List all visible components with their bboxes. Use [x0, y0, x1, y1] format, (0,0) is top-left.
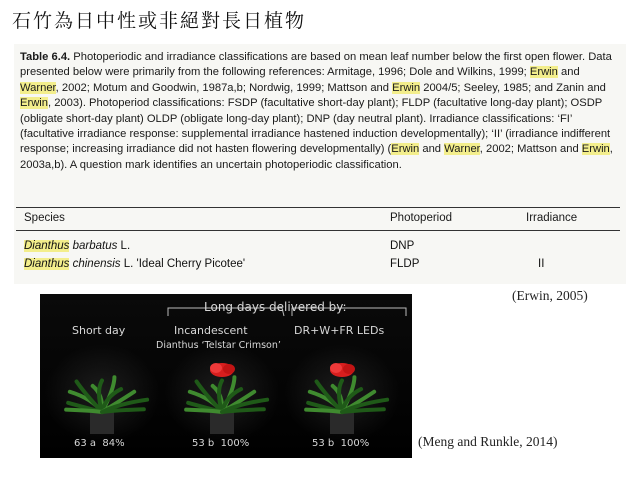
species-suffix: L. 'Ideal Cherry Picotee' [120, 258, 246, 270]
author-highlight: Erwin [529, 66, 558, 79]
photoperiod-cell: DNP [390, 240, 415, 252]
pot [210, 412, 234, 434]
author-highlight: Warner [20, 81, 56, 94]
species-epithet: barbatus [72, 240, 118, 252]
table-top-rule [16, 207, 620, 208]
value-short-day [74, 438, 125, 449]
caption-text: Photoperiodic and irradiance classifications are based on mean leaf number below the first open flower. Data presented below were primarily from the following references: Armitage, 1996; Dole and Wilkins, 1999; [20, 51, 612, 79]
citation-meng: (Meng and Runkle, 2014) [418, 434, 558, 449]
label-leds: DR+W+FR LEDs [294, 324, 385, 337]
flowering-percent: 100% [220, 438, 250, 449]
leaf-number: 53 b [312, 438, 335, 449]
photo-header: Long days delivered by: [204, 300, 347, 314]
label-incandescent: Incandescent [174, 324, 248, 337]
cultivar-label: Dianthus ‘Telstar Crimson’ [156, 340, 281, 351]
value-leds [312, 438, 369, 449]
value-incandescent [192, 438, 249, 449]
table-excerpt [14, 44, 626, 284]
table-header-rule [16, 230, 620, 231]
photoperiod-cell: FLDP [390, 258, 420, 270]
label-short-day: Short day [72, 324, 126, 337]
flowering-percent: 100% [340, 438, 370, 449]
caption-text: , 2002; Motum and Goodwin, 1987a,b; Nordwig, 1999; Mattson and [55, 81, 393, 94]
species-epithet: chinensis [72, 258, 121, 270]
author-highlight: Erwin [581, 143, 610, 156]
header-irradiance: Irradiance [526, 212, 578, 224]
flower [343, 364, 355, 374]
table-caption [20, 50, 620, 173]
flowering-percent: 84% [102, 438, 125, 449]
author-highlight: Erwin [391, 143, 420, 156]
leaf [306, 410, 342, 412]
author-highlight: Erwin [392, 81, 421, 94]
flower [210, 363, 222, 373]
caption-text: , 2003). Photoperiod classifications: FSDP (facultative short-day plant); FLDP (facultative long-day plant); OSDP (obligate short-day plant) OLDP (obligate long-day plant); DNP (day neutral plant). Irradiance classifications: ‘FI’ (facultative irradiance response: supplemental irradiance hastened induction developmentally); ‘II’ (irradiance indifferent response; increasing irradiance did not hasten flowering developmentally) ( [20, 97, 611, 156]
photo-graphic [40, 294, 412, 458]
table-row [14, 258, 626, 274]
leaf-number: 53 b [192, 438, 215, 449]
leaf [66, 410, 102, 412]
dianthus-photo [40, 294, 412, 458]
flower [330, 363, 342, 373]
table-row [14, 240, 626, 256]
species-suffix: L. [117, 240, 131, 252]
header-species: Species [24, 212, 65, 224]
genus-highlight: Dianthus [24, 240, 70, 252]
citation-erwin: (Erwin, 2005) [512, 288, 588, 303]
author-highlight: Erwin [20, 97, 48, 110]
leaf-number: 63 a [74, 438, 97, 449]
irradiance-cell: II [538, 258, 545, 270]
leaf [186, 410, 222, 412]
slide-title: 石竹為日中性或非絕對長日植物 [12, 10, 307, 32]
caption-text: 2004/5; Seeley, 1985; and Zanin and [420, 81, 606, 94]
author-highlight: Warner [444, 143, 480, 156]
species-cell [24, 258, 245, 270]
caption-text: , 2003a,b). A question mark identifies an uncertain photoperiodic classification. [20, 143, 613, 171]
caption-text: and [419, 143, 445, 156]
pot [330, 412, 354, 434]
caption-text: and [557, 66, 580, 79]
flower [223, 364, 235, 374]
caption-text: , 2002; Mattson and [479, 143, 582, 156]
caption-body [20, 51, 613, 171]
pot [90, 412, 114, 434]
header-photoperiod: Photoperiod [390, 212, 453, 224]
genus-highlight: Dianthus [24, 258, 70, 270]
table-label: Table 6.4. [20, 51, 71, 63]
species-cell [24, 240, 130, 252]
